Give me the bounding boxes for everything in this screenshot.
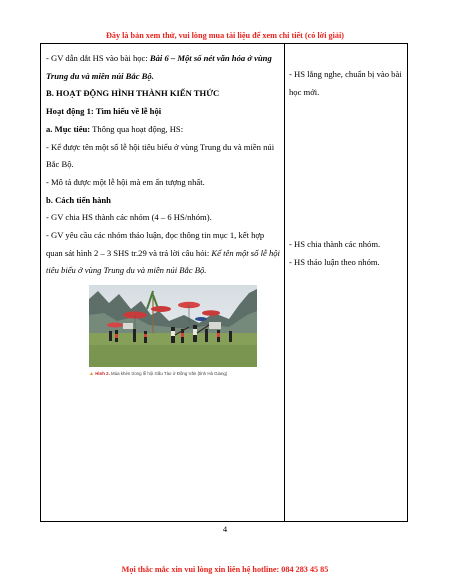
- objective-line: a. Mục tiêu: Thông qua hoạt động, HS:: [46, 123, 184, 134]
- caption-triangle-icon: ▲: [89, 371, 94, 378]
- teacher-activity-column: [46, 50, 280, 377]
- step-question: Kể tên một số lễ hội tiêu biểu ở vùng Trung du và miền núi Bắc Bộ.: [46, 247, 280, 276]
- section-b-heading: B. HOẠT ĐỘNG HÌNH THÀNH KIẾN THỨC: [46, 88, 220, 99]
- objective-item: - Kể được tên một số lễ hội tiêu biểu ở vùng Trung du và miền núi Bắc Bộ.: [46, 141, 275, 170]
- figure-2: [89, 285, 257, 377]
- activity-1-heading: Hoạt động 1: Tìm hiểu về lễ hội: [46, 106, 162, 117]
- preview-banner: Đây là bản xem thử, vui lòng mua tài liệu để xem chi tiết (có lời giải): [105, 31, 344, 40]
- student-item: - HS thảo luận theo nhóm.: [289, 257, 380, 267]
- lesson-table: [40, 43, 408, 522]
- festival-photo: [89, 285, 257, 367]
- student-item: - HS chia thành các nhóm.: [289, 239, 381, 249]
- objective-label: a. Mục tiêu:: [46, 123, 91, 134]
- objective-item: - Mô tả được một lễ hội mà em ấn tượng nhất.: [46, 176, 205, 187]
- column-divider: [284, 44, 285, 521]
- lesson-title: Bài 6 – Một số nét văn hóa ở vùng Trung du và miền núi Bắc Bộ.: [46, 53, 272, 81]
- page-number: 4: [222, 524, 228, 534]
- method-step: - GV chia HS thành các nhóm (4 – 6 HS/nhóm).: [46, 212, 212, 223]
- method-step: - GV yêu cầu các nhóm thảo luận, đọc thông tin mục 1, kết hợp quan sát hình 2 – 3 SHS tr.29 và trả lời câu hỏi: Kể tên một số lễ hội tiêu biểu ở vùng Trung du và miền núi Bắc Bộ.: [46, 230, 280, 276]
- figure-caption: ▲ Hình 2. Múa khèn trong lễ hội Gầu Tào ở Đồng Văn (tỉnh Hà Giang): [89, 371, 228, 378]
- student-item: - HS lắng nghe, chuẩn bị vào bài học mới.: [289, 69, 402, 97]
- hotline-banner: Mọi thắc mắc xin vui lòng xin liên hệ hotline: 084 283 45 85: [121, 565, 329, 574]
- intro-paragraph: - GV dẫn dắt HS vào bài học: Bài 6 – Một số nét văn hóa ở vùng Trung du và miền núi Bắc Bộ.: [46, 53, 272, 81]
- method-heading: b. Cách tiến hành: [46, 194, 111, 205]
